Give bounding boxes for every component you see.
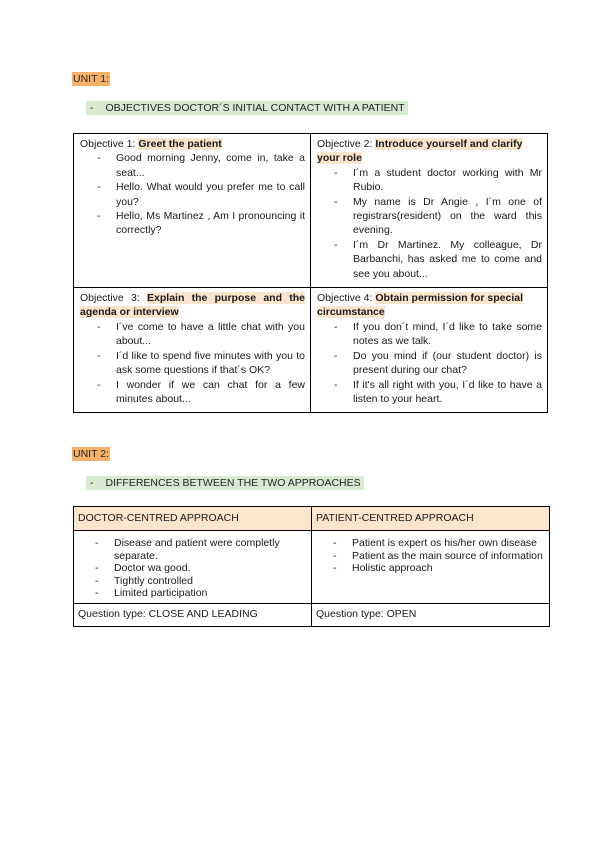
- list-item: - If you don´t mind, I´d like to take some notes as we talk.: [353, 320, 542, 349]
- doctor-centred-cell: [74, 531, 312, 604]
- list-item: - I´m Dr Martinez. My colleague, Dr Barbanchi, has asked me to come and see you about...: [353, 238, 542, 281]
- list-item: - Limited participation: [114, 587, 307, 600]
- list-item: - Holistic approach: [352, 562, 545, 575]
- list-item: - If it's all right with you, I´d like to have a listen to your heart.: [353, 378, 542, 407]
- patient-centred-cell: [312, 531, 550, 604]
- unit-2-title: UNIT 2:: [73, 448, 109, 460]
- subheading-dash: -: [90, 102, 94, 114]
- list-item: - I´m a student doctor working with Mr Rubio.: [353, 166, 542, 195]
- list-item: - I wonder if we can chat for a few minutes about...: [116, 378, 305, 407]
- objective-2-cell: [311, 134, 548, 288]
- objective-4-cell: [311, 288, 548, 413]
- list-item: - My name is Dr Angie , I´m one of registrars(resident) on the ward this evening.: [353, 195, 542, 238]
- objective-1-list: [80, 151, 305, 237]
- objective-4-title: Obtain permission for special circumstance: [317, 292, 523, 319]
- objective-2-prefix: Objective 2:: [317, 138, 376, 150]
- objective-2-title: Introduce yourself and clarify your role: [317, 138, 523, 165]
- list-item: - Patient is expert os his/her own disease: [352, 537, 545, 550]
- objective-3-cell: [74, 288, 311, 413]
- objective-4-list: [317, 320, 542, 406]
- objective-3-title: Explain the purpose and the agenda or interview: [80, 292, 305, 319]
- patient-centred-header: PATIENT-CENTRED APPROACH: [312, 507, 550, 531]
- objective-3-prefix: Objective 3:: [80, 292, 148, 305]
- patient-question-type: Question type: OPEN: [312, 604, 550, 627]
- list-item: - I´d like to spend five minutes with you to ask some questions if that´s OK?: [116, 349, 305, 378]
- subheading-dash: -: [90, 477, 94, 489]
- list-item: - Hello. What would you prefer me to call you?: [116, 180, 305, 209]
- patient-centred-list: [316, 537, 545, 575]
- approaches-table: [73, 506, 550, 627]
- list-item: - Hello, Ms Martinez , Am I pronouncing it correctly?: [116, 209, 305, 238]
- unit-1-subheading: [86, 101, 408, 115]
- list-item: - Do you mind if (our student doctor) is present during our chat?: [353, 349, 542, 378]
- unit-1-subheading-text: OBJECTIVES DOCTOR´S INITIAL CONTACT WITH A PATIENT: [105, 102, 405, 114]
- doctor-centred-header: DOCTOR-CENTRED APPROACH: [74, 507, 312, 531]
- objective-1-cell: [74, 134, 311, 288]
- list-item: - I´ve come to have a little chat with you about...: [116, 320, 305, 349]
- objective-3-list: [80, 320, 305, 406]
- objective-4-prefix: Objective 4:: [317, 292, 376, 305]
- doctor-centred-list: [78, 537, 307, 600]
- unit-2-subheading: [86, 476, 364, 490]
- list-item: - Good morning Jenny, come in, take a seat...: [116, 151, 305, 180]
- unit-2-subheading-text: DIFFERENCES BETWEEN THE TWO APPROACHES: [105, 477, 361, 489]
- objective-1-prefix: Objective 1:: [80, 138, 139, 150]
- objectives-table: [73, 133, 548, 413]
- list-item: - Disease and patient were completly separate.: [114, 537, 307, 562]
- list-item: - Patient as the main source of information: [352, 550, 545, 563]
- list-item: - Doctor wa good.: [114, 562, 307, 575]
- unit-1-title: UNIT 1:: [73, 73, 109, 85]
- list-item: - Tightly controlled: [114, 575, 307, 588]
- objective-2-list: [317, 166, 542, 281]
- objective-1-title: Greet the patient: [138, 138, 222, 150]
- doctor-question-type: Question type: CLOSE AND LEADING: [74, 604, 312, 627]
